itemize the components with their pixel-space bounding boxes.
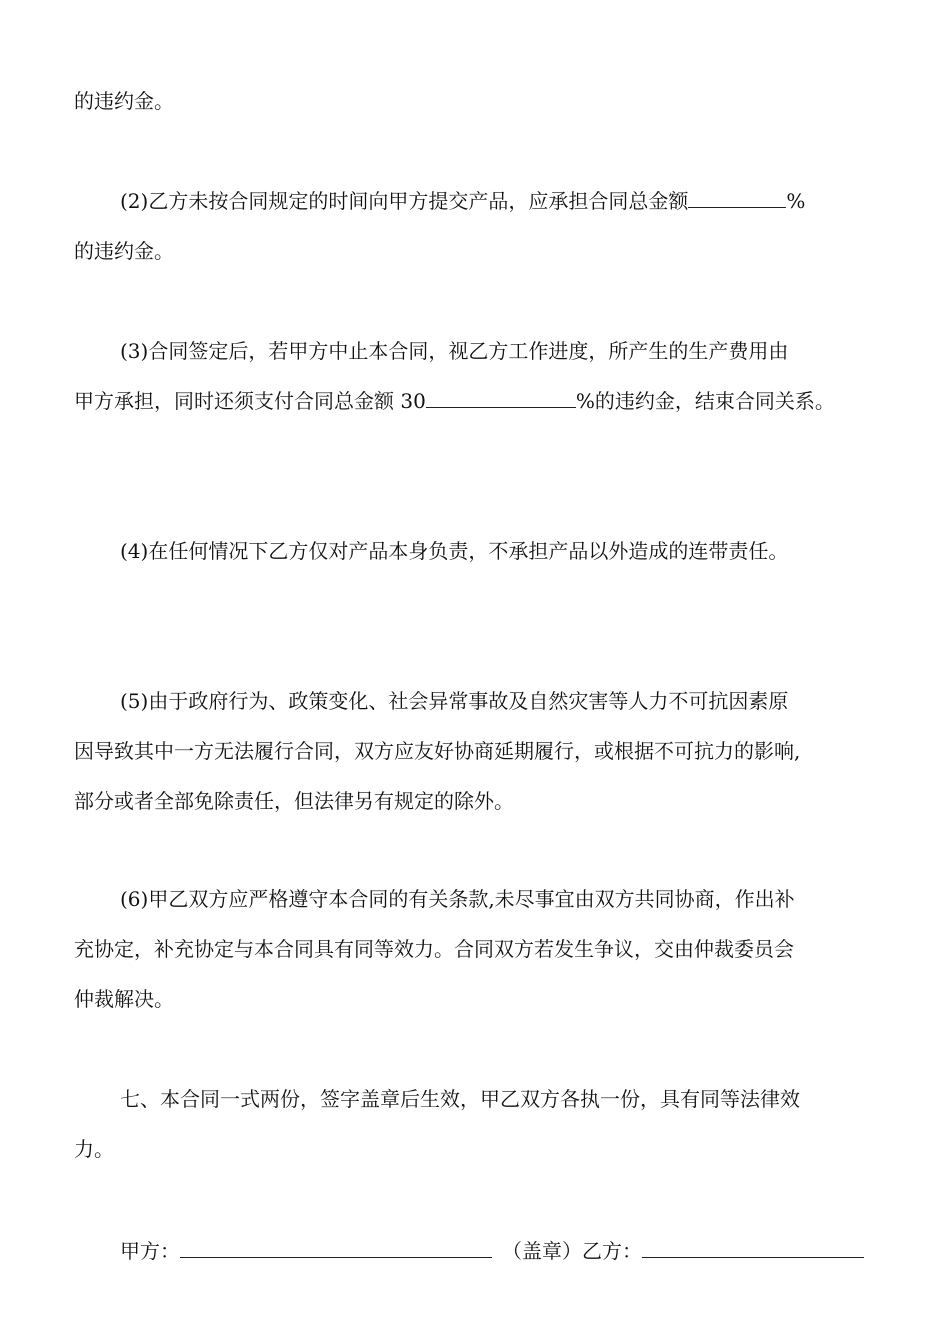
- paragraph-3-line-2: [74, 386, 835, 416]
- paragraph-6-line-1: (6)甲乙双方应严格遵守本合同的有关条款,未尽事宜由双方共同协商，作出补: [120, 887, 795, 911]
- paragraph-5-line-2: 因导致其中一方无法履行合同，双方应友好协商延期履行，或根据不可抗力的影响,: [74, 739, 801, 763]
- percentage-blank: [426, 389, 576, 408]
- signature-line: [120, 1236, 864, 1266]
- percentage-blank: [688, 189, 786, 208]
- paragraph-2-line-2: 的违约金。: [74, 239, 174, 263]
- clause-2-text: (2)乙方未按合同规定的时间向甲方提交产品，应承担合同总金额: [120, 189, 689, 213]
- paragraph-7-line-2: 力。: [74, 1137, 114, 1161]
- paragraph-2-line-1: [120, 186, 805, 216]
- paragraph-5-line-3: 部分或者全部免除责任，但法律另有规定的除外。: [74, 789, 514, 813]
- paragraph-6-line-3: 仲裁解决。: [74, 987, 174, 1011]
- party-b-signature-blank: [642, 1239, 864, 1258]
- party-a-signature-blank: [180, 1239, 492, 1258]
- seal-label: （盖章）: [502, 1239, 582, 1263]
- paragraph-1-line-1: 的违约金。: [74, 89, 174, 113]
- party-a-label: 甲方：: [120, 1239, 180, 1263]
- paragraph-7-line-1: 七、本合同一式两份，签字盖章后生效，甲乙双方各执一份，具有同等法律效: [120, 1087, 800, 1111]
- clause-3-text: 甲方承担，同时还须支付合同总金额 30: [74, 389, 426, 413]
- paragraph-6-line-2: 充协定，补充协定与本合同具有同等效力。合同双方若发生争议，交由仲裁委员会: [74, 937, 794, 961]
- paragraph-3-line-1: (3)合同签定后，若甲方中止本合同，视乙方工作进度，所产生的生产费用由: [120, 339, 789, 363]
- percent-sign: %: [786, 189, 806, 213]
- paragraph-5-line-1: (5)由于政府行为、政策变化、社会异常事故及自然灾害等人力不可抗因素原: [120, 689, 789, 713]
- clause-3-tail: %的违约金，结束合同关系。: [575, 389, 835, 413]
- paragraph-4-line-1: (4)在任何情况下乙方仅对产品本身负责，不承担产品以外造成的连带责任。: [120, 539, 789, 563]
- party-b-label: 乙方：: [582, 1239, 642, 1263]
